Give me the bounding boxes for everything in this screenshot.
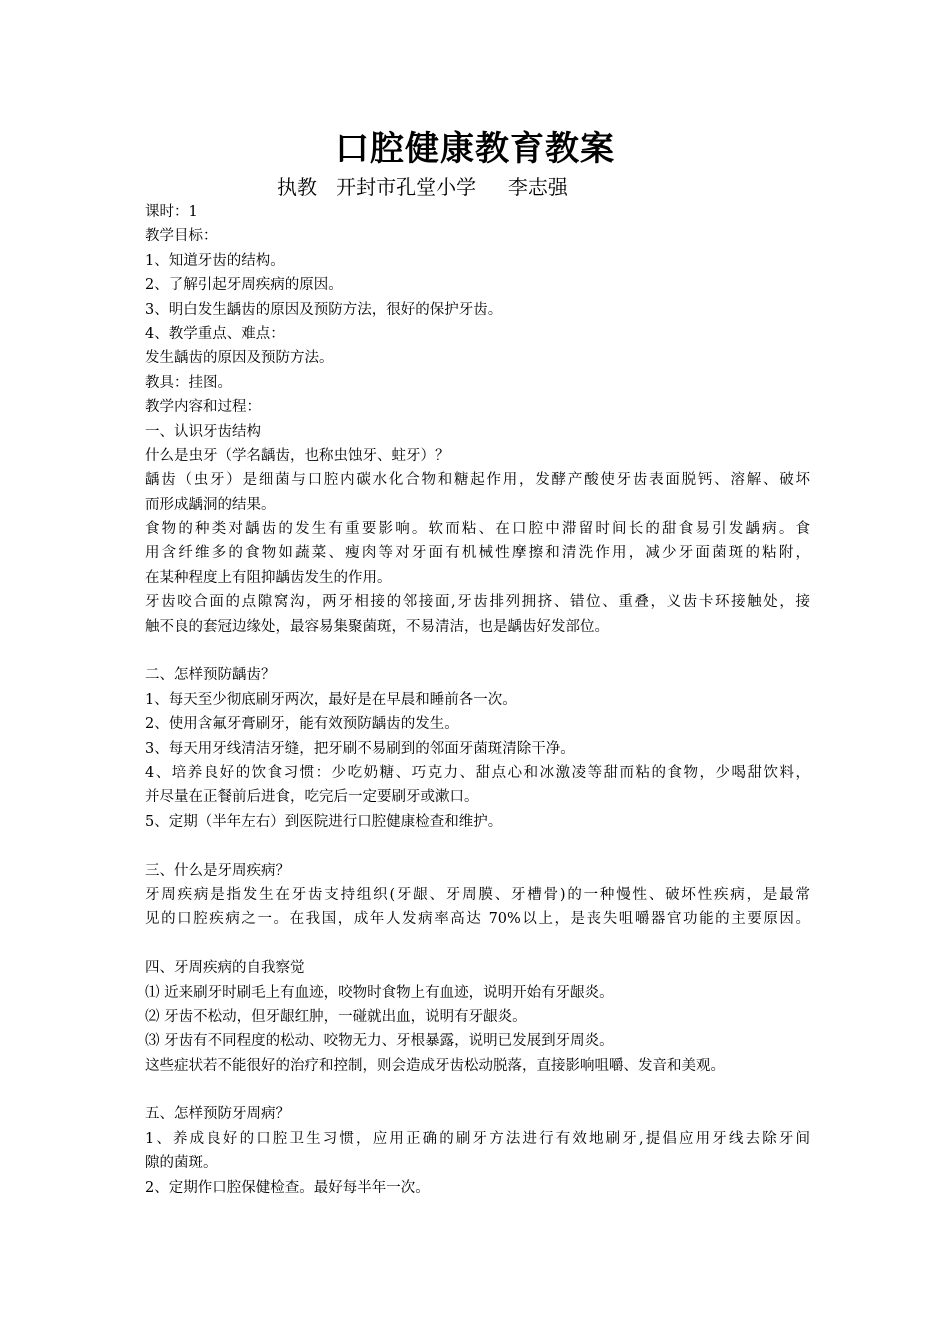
- text-line: 3、每天用牙线清洁牙缝，把牙刷不易刷到的邻面牙菌斑清除干净。: [145, 740, 575, 757]
- document-subtitle: 执教 开封市孔堂小学 李志强: [277, 175, 568, 199]
- blank-line: [145, 639, 810, 663]
- text-line: 一、认识牙齿结构: [145, 423, 261, 440]
- blank-line: [145, 1078, 810, 1102]
- text-line: 2、使用含氟牙膏刷牙，能有效预防龋齿的发生。: [145, 716, 459, 733]
- text-line: 课时：1: [145, 204, 198, 220]
- text-line: 牙周疾病是指发生在牙齿支持组织(牙龈、牙周膜、牙槽骨)的一种慢性、破坏性疾病，是最常: [145, 886, 810, 903]
- text-line: ⑵ 牙齿不松动，但牙龈红肿，一碰就出血，说明有牙龈炎。: [145, 1008, 527, 1025]
- text-line: 发生龋齿的原因及预防方法。: [145, 350, 334, 367]
- text-line: 5、定期（半年左右）到医院进行口腔健康检查和维护。: [145, 813, 503, 830]
- text-line: 二、怎样预防龋齿？: [145, 667, 276, 684]
- document-title: 口腔健康教育教案: [335, 129, 615, 169]
- blank-line: [145, 932, 810, 956]
- text-line: ⑴ 近来刷牙时刷毛上有血迹，咬物时食物上有血迹，说明开始有牙龈炎。: [145, 984, 614, 1001]
- text-line: 在某种程度上有阻抑龋齿发生的作用。: [145, 569, 392, 586]
- text-line: 2、定期作口腔保健检查。最好每半年一次。: [145, 1179, 430, 1196]
- text-line: 2、了解引起牙周疾病的原因。: [145, 277, 343, 294]
- text-line: 四、牙周疾病的自我察觉: [145, 960, 305, 977]
- text-line: 4、培养良好的饮食习惯：少吃奶糖、巧克力、甜点心和冰激凌等甜而粘的食物，少喝甜饮料，: [145, 764, 810, 781]
- text-line: 教学目标：: [145, 228, 218, 245]
- text-line: 龋齿（虫牙）是细菌与口腔内碳水化合物和糖起作用，发酵产酸使牙齿表面脱钙、溶解、破坏: [145, 472, 810, 489]
- text-line: 见的口腔疾病之一。在我国，成年人发病率高达 70%以上，是丧失咀嚼器官功能的主要原因。: [145, 911, 810, 928]
- text-line: 1、养成良好的口腔卫生习惯，应用正确的刷牙方法进行有效地刷牙,提倡应用牙线去除牙间: [145, 1130, 810, 1147]
- text-line: 1、知道牙齿的结构。: [145, 252, 285, 269]
- text-line: 三、什么是牙周疾病？: [145, 862, 290, 879]
- text-line: 1、每天至少彻底刷牙两次，最好是在早晨和睡前各一次。: [145, 691, 517, 708]
- text-line: 用含纤维多的食物如蔬菜、瘦肉等对牙面有机械性摩擦和清洗作用，减少牙面菌斑的粘附，: [145, 545, 810, 562]
- text-line: 什么是虫牙（学名龋齿，也称虫蚀牙、蛀牙）？: [145, 447, 450, 464]
- text-line: 触不良的套冠边缘处，最容易集聚菌斑，不易清洁，也是龋齿好发部位。: [145, 618, 609, 635]
- blank-line: [145, 834, 810, 858]
- text-line: ⑶ 牙齿有不同程度的松动、咬物无力、牙根暴露，说明已发展到牙周炎。: [145, 1033, 614, 1050]
- text-line: 这些症状若不能很好的治疗和控制，则会造成牙齿松动脱落，直接影响咀嚼、发音和美观。: [145, 1057, 725, 1074]
- text-line: 隙的菌斑。: [145, 1155, 218, 1172]
- document-body: [145, 200, 810, 1200]
- text-line: 3、明白发生龋齿的原因及预防方法，很好的保护牙齿。: [145, 301, 503, 318]
- text-line: 食物的种类对龋齿的发生有重要影响。软而粘、在口腔中滞留时间长的甜食易引发龋病。食: [145, 521, 810, 538]
- text-line: 牙齿咬合面的点隙窝沟，两牙相接的邻接面,牙齿排列拥挤、错位、重叠，义齿卡环接触处，接: [145, 594, 810, 611]
- text-line: 教具：挂图。: [145, 374, 232, 391]
- text-line: 而形成龋洞的结果。: [145, 496, 276, 513]
- text-line: 并尽量在正餐前后进食，吃完后一定要刷牙或漱口。: [145, 789, 479, 806]
- text-line: 教学内容和过程：: [145, 399, 261, 416]
- text-line: 五、怎样预防牙周病？: [145, 1106, 290, 1123]
- text-line: 4、教学重点、难点：: [145, 325, 285, 342]
